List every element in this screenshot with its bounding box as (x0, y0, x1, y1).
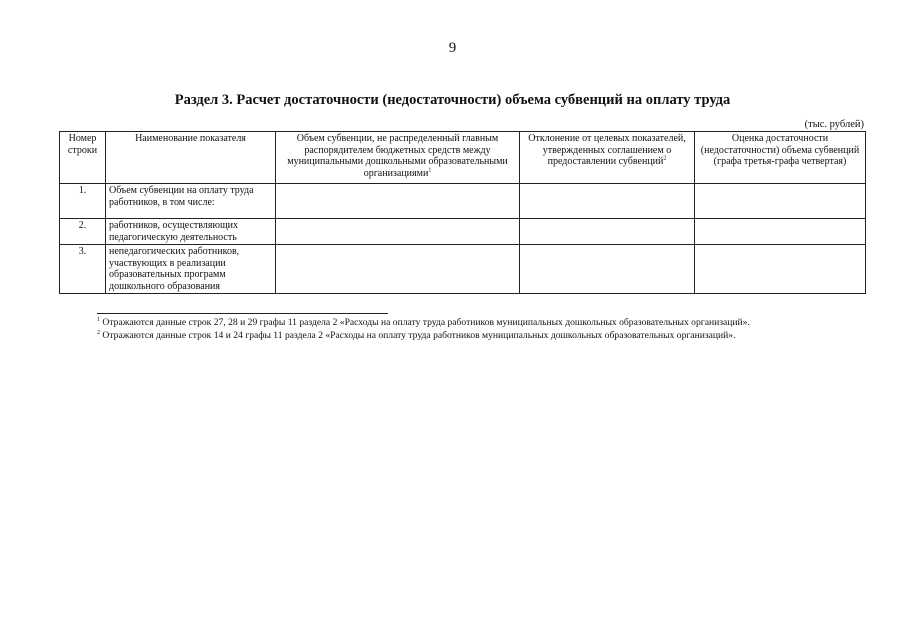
table-row (60, 245, 866, 294)
row-number: 2. (60, 219, 106, 245)
footnote-2 (97, 330, 735, 341)
header-row-number: Номер строки (60, 132, 106, 184)
cell-deviation (520, 184, 695, 219)
footnote-2-text: Отражаются данные строк 14 и 24 графы 11 раздела 2 «Расходы на оплату труда работников муниципальных дошкольных образовательных организаций». (102, 330, 736, 341)
footnote-1 (97, 317, 750, 328)
footnote-2-mark: 2 (97, 329, 100, 336)
cell-undistributed (276, 184, 520, 219)
row-number: 3. (60, 245, 106, 294)
footnote-1-mark: 1 (97, 316, 100, 323)
cell-undistributed (276, 219, 520, 245)
row-number: 1. (60, 184, 106, 219)
section-title: Раздел 3. Расчет достаточности (недостаточности) объема субвенций на оплату труда (174, 92, 731, 108)
footnote-1-text: Отражаются данные строк 27, 28 и 29 графы 11 раздела 2 «Расходы на оплату труда работников муниципальных дошкольных образовательных организаций». (102, 317, 750, 328)
page-number: 9 (448, 40, 457, 56)
cell-assessment (695, 245, 866, 294)
subvention-table (59, 131, 866, 294)
cell-assessment (695, 219, 866, 245)
row-name: работников, осуществляющих педагогическую деятельность (106, 219, 276, 245)
footnote-mark-2: 2 (663, 155, 667, 162)
table-header-row (60, 132, 866, 184)
footnote-separator (97, 313, 388, 314)
header-deviation: Отклонение от целевых показателей, утвержденных соглашением о предоставлении субвенций$^2$ (520, 132, 695, 184)
header-assessment: Оценка достаточности (недостаточности) объема субвенций (графа третья-графа четвертая) (695, 132, 866, 184)
header-undistributed: Объем субвенции, не распределенный главным распорядителем бюджетных средств между муниципальными дошкольными образовательными организациями$^1$ (276, 132, 520, 184)
cell-assessment (695, 184, 866, 219)
cell-deviation (520, 245, 695, 294)
row-name: непедагогических работников, участвующих в реализации образовательных программ дошкольного образования (106, 245, 276, 294)
table-row (60, 219, 866, 245)
table-row (60, 184, 866, 219)
cell-deviation (520, 219, 695, 245)
header-indicator: Наименование показателя (106, 132, 276, 184)
footnote-mark-1: 1 (428, 167, 432, 174)
units-label: (тыс. рублей) (804, 119, 864, 130)
row-name: Объем субвенции на оплату труда работников, в том числе: (106, 184, 276, 219)
cell-undistributed (276, 245, 520, 294)
